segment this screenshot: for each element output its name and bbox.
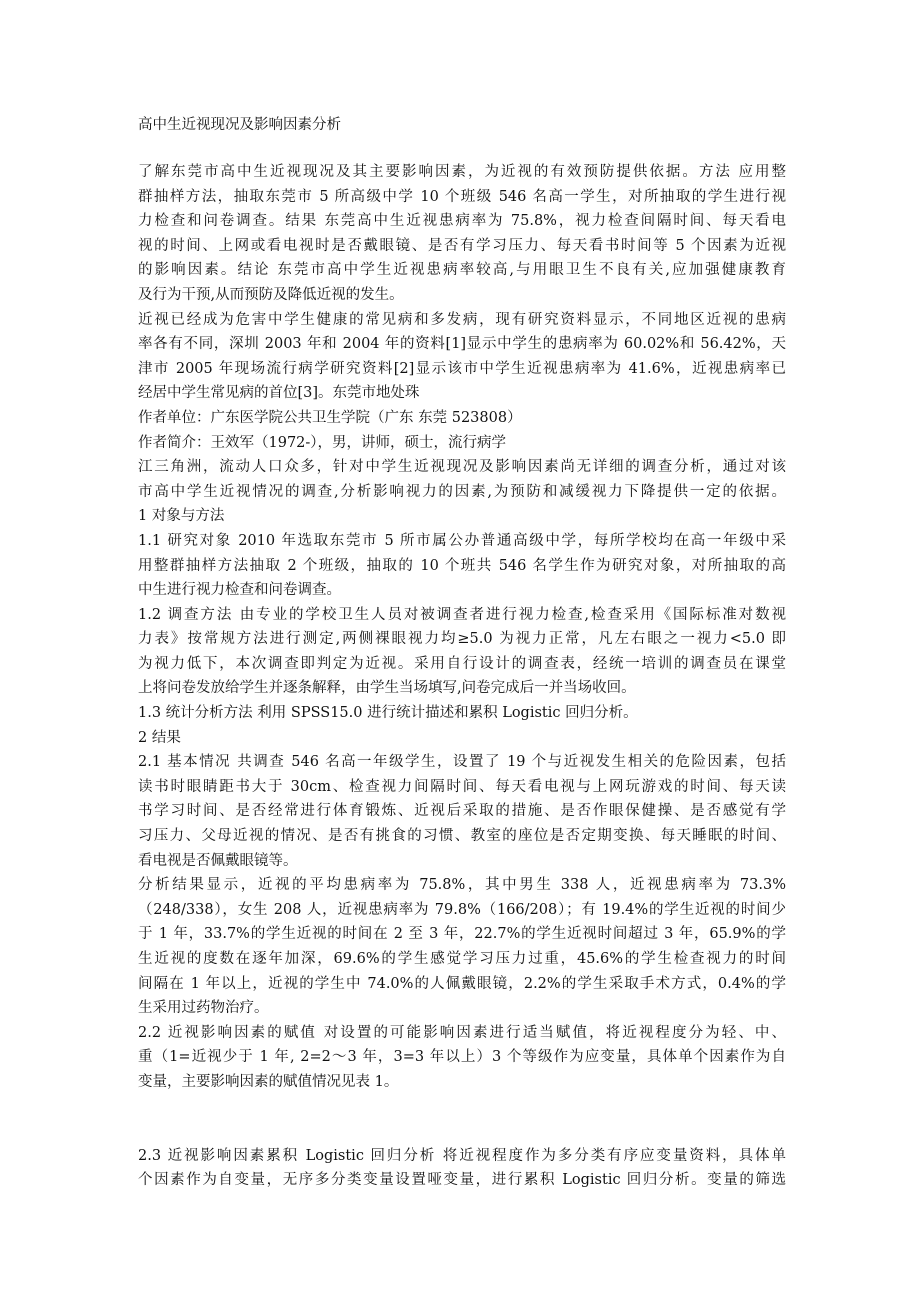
text-line: 及行为干预,从而预防及降低近视的发生。 xyxy=(138,286,404,303)
text-line: 群抽样方法，抽取东莞市 5 所高级中学 10 个班级 546 名高一学生，对所抽取的学生进行视 xyxy=(138,188,786,205)
text-line: 生近视的度数在逐年加深，69.6%的学生感觉学习压力过重，45.6%的学生检查视力的时间 xyxy=(138,951,786,967)
text-line: 1.2 调查方法 由专业的学校卫生人员对被调查者进行视力检查,检查采用《国际标准对数视 xyxy=(138,606,786,623)
text-line: （248/338），女生 208 人，近视患病率为 79.8%（166/208）；有 19.4%的学生近视的时间少 xyxy=(138,901,786,918)
text-line: 习压力、父母近视的情况、是否有挑食的习惯、教室的座位是否定期变换、每天睡眠的时间、 xyxy=(138,828,786,845)
text-line: 上将问卷发放给学生并逐条解释，由学生当场填写,问卷完成后一并当场收回。 xyxy=(138,680,636,697)
text-line: 1.1 研究对象 2010 年选取东莞市 5 所市属公办普通高级中学，每所学校均在高一年级中采 xyxy=(138,532,786,549)
document-title: 高中生近视现况及影响因素分析 xyxy=(138,117,341,133)
text-line: 作者单位：广东医学院公共卫生学院（广东 东莞 523808） xyxy=(138,409,522,426)
text-line: 市高中学生近视情况的调查,分析影响视力的因素,为预防和减缓视力下降提供一定的依据。 xyxy=(138,483,786,500)
document-body-continued xyxy=(138,1144,786,1193)
text-line: 2.1 基本情况 共调查 546 名高一年级学生，设置了 19 个与近视发生相关的危险因素，包括 xyxy=(138,754,786,771)
text-line: 2 结果 xyxy=(138,729,181,746)
text-line: 看电视是否佩戴眼镜等。 xyxy=(138,852,298,869)
text-line: 2.2 近视影响因素的赋值 对设置的可能影响因素进行适当赋值，将近视程度分为轻、中、 xyxy=(138,1024,786,1041)
text-line: 1 对象与方法 xyxy=(138,508,225,525)
text-line: 用整群抽样方法抽取 2 个班级，抽取的 10 个班共 546 名学生作为研究对象，对所抽取的高 xyxy=(138,557,786,574)
text-line: 近视已经成为危害中学生健康的常见病和多发病，现有研究资料显示，不同地区近视的患病 xyxy=(138,311,786,328)
text-line: 2.3 近视影响因素累积 Logistic 回归分析 将近视程度作为多分类有序应变量资料，具体单 xyxy=(138,1147,786,1164)
text-line: 津市 2005 年现场流行病学研究资料[2]显示该市中学生近视患病率为 41.6%，近视患病率已 xyxy=(138,360,786,377)
text-line: 力表》按常规方法进行测定,两侧裸眼视力均≥5.0 为视力正常，凡左右眼之一视力<5.0 即 xyxy=(138,631,786,648)
document-body xyxy=(138,160,786,1095)
text-line: 变量，主要影响因素的赋值情况见表 1。 xyxy=(138,1073,399,1090)
text-line: 力检查和问卷调查。结果 东莞高中生近视患病率为 75.8%，视力检查间隔时间、每天看电 xyxy=(138,213,786,230)
text-line: 中生进行视力检查和问卷调查。 xyxy=(138,582,341,599)
text-line: 江三角洲，流动人口众多，针对中学生近视现况及影响因素尚无详细的调查分析，通过对该 xyxy=(138,459,786,476)
text-line: 作者简介：王效军（1972-），男，讲师，硕士，流行病学 xyxy=(138,434,507,451)
text-line: 视的时间、上网或看电视时是否戴眼镜、是否有学习压力、每天看书时间等 5 个因素为近视 xyxy=(138,237,786,254)
text-line: 的影响因素。结论 东莞市高中学生近视患病率较高,与用眼卫生不良有关,应加强健康教育 xyxy=(138,262,786,279)
text-line: 经居中学生常见病的首位[3]。东莞市地处珠 xyxy=(138,385,420,402)
text-line: 生采用过药物治疗。 xyxy=(138,1000,269,1017)
text-line: 书学习时间、是否经常进行体育锻炼、近视后采取的措施、是否作眼保健操、是否感觉有学 xyxy=(138,803,786,820)
text-line: 1.3 统计分析方法 利用 SPSS15.0 进行统计描述和累积 Logistic 回归分析。 xyxy=(138,705,638,722)
text-line: 分析结果显示，近视的平均患病率为 75.8%，其中男生 338 人，近视患病率为 73.3% xyxy=(138,877,786,894)
table-placeholder-gap xyxy=(138,1095,786,1144)
document-page xyxy=(138,114,786,1193)
text-line: 率各有不同，深圳 2003 年和 2004 年的资料[1]显示中学生的患病率为 60.02%和 56.42%，天 xyxy=(138,336,786,353)
text-line: 了解东莞市高中生近视现况及其主要影响因素，为近视的有效预防提供依据。方法 应用整 xyxy=(138,164,786,180)
text-line: 于 1 年，33.7%的学生近视的时间在 2 至 3 年，22.7%的学生近视时间超过 3 年，65.9%的学 xyxy=(138,926,786,943)
text-line: 读书时眼睛距书大于 30cm、检查视力间隔时间、每天看电视与上网玩游戏的时间、每天读 xyxy=(138,778,786,795)
text-line: 间隔在 1 年以上，近视的学生中 74.0%的人佩戴眼镜，2.2%的学生采取手术方式，0.4%的学 xyxy=(138,975,786,992)
text-line: 个因素作为自变量，无序多分类变量设置哑变量，进行累积 Logistic 回归分析。变量的筛选 xyxy=(138,1172,786,1189)
text-line: 重（1=近视少于 1 年, 2=2～3 年，3=3 年以上）3 个等级作为应变量，具体单个因素作为自 xyxy=(138,1049,786,1066)
text-line: 为视力低下，本次调查即判定为近视。采用自行设计的调查表，经统一培训的调查员在课堂 xyxy=(138,655,786,672)
